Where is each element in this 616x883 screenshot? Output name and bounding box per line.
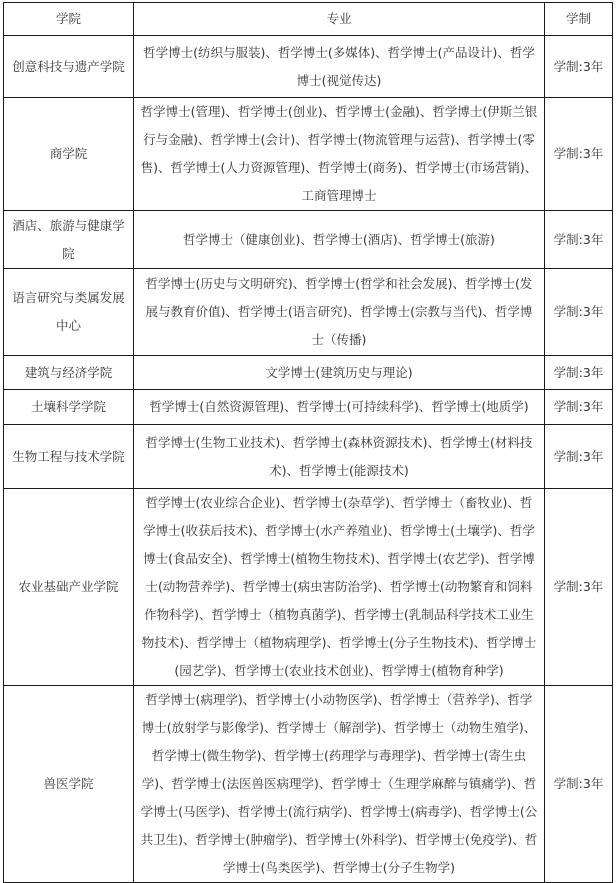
major-cell: 哲学博士(管理)、哲学博士(创业)、哲学博士(金融)、哲学博士(伊斯兰银行与金融)、哲学博士(会计)、哲学博士(物流管理与运营)、哲学博士(零售)、哲学博士(人力资源管理)、哲学博士(商务)、哲学博士(市场营销)、工商管理博士 xyxy=(134,98,545,211)
major-cell: 哲学博士（健康创业)、哲学博士(酒店)、哲学博士(旅游) xyxy=(134,211,545,269)
duration-cell: 学制:3年 xyxy=(545,489,613,686)
major-cell: 哲学博士(纺织与服装)、哲学博士(多媒体)、哲学博士(产品设计)、哲学博士(视觉传达) xyxy=(134,36,545,98)
major-cell: 哲学博士(历史与文明研究)、哲学博士(哲学和社会发展)、哲学博士(发展与教育价值)、哲学博士(语言研究)、哲学博士(宗教与当代)、哲学博士（传播) xyxy=(134,269,545,356)
table-row xyxy=(4,211,613,269)
table-row xyxy=(4,269,613,356)
table-row xyxy=(4,356,613,390)
college-cell: 建筑与经济学院 xyxy=(4,356,134,390)
header-college: 学院 xyxy=(4,3,134,36)
duration-cell: 学制:3年 xyxy=(545,356,613,390)
college-cell: 农业基础产业学院 xyxy=(4,489,134,686)
college-cell: 商学院 xyxy=(4,98,134,211)
duration-cell: 学制:3年 xyxy=(545,686,613,883)
college-cell: 兽医学院 xyxy=(4,686,134,883)
duration-cell: 学制:3年 xyxy=(545,36,613,98)
programs-table xyxy=(3,2,613,883)
major-cell: 哲学博士(农业综合企业)、哲学博士(杂草学)、哲学博士（畜牧业)、哲学博士(收获后技术)、哲学博士(水产养殖业)、哲学博士(土壤学)、哲学博士(食品安全)、哲学博士(植物生物技术)、哲学博士(农艺学)、哲学博士(动物营养学)、哲学博士(病虫害防治学)、哲学博士(动物繁育和饲料作物科学)、哲学博士（植物真菌学)、哲学博士(乳制品科学技术工业生物技术)、哲学博士（植物病理学)、哲学博士(分子生物技术)、哲学博士(园艺学)、哲学博士(农业技术创业)、哲学博士(植物育种学) xyxy=(134,489,545,686)
table-row xyxy=(4,489,613,686)
duration-cell: 学制:3年 xyxy=(545,390,613,425)
table-row xyxy=(4,390,613,425)
major-cell: 哲学博士(病理学)、哲学博士(小动物医学)、哲学博士（营养学)、哲学博士(放射学与影像学)、哲学博士（解剖学)、哲学博士（动物生殖学)、哲学博士(微生物学)、哲学博士(药理学与毒理学)、哲学博士(寄生虫学)、哲学博士(法医兽医病理学)、哲学博士（生理学麻醉与镇痛学)、哲学博士(马医学)、哲学博士(流行病学)、哲学博士(病毒学)、哲学博士(公共卫生)、哲学博士(肿瘤学)、哲学博士(外科学)、哲学博士(免疫学)、哲学博士(鸟类医学)、哲学博士(分子生物学) xyxy=(134,686,545,883)
table-row xyxy=(4,686,613,883)
table-row xyxy=(4,36,613,98)
college-cell: 生物工程与技术学院 xyxy=(4,425,134,489)
major-cell: 哲学博士(生物工业技术)、哲学博士(森林资源技术)、哲学博士(材料技术)、哲学博士(能源技术) xyxy=(134,425,545,489)
duration-cell: 学制:3年 xyxy=(545,98,613,211)
header-row xyxy=(4,3,613,36)
duration-cell: 学制:3年 xyxy=(545,269,613,356)
header-major: 专业 xyxy=(134,3,545,36)
header-duration: 学制 xyxy=(545,3,613,36)
duration-cell: 学制:3年 xyxy=(545,211,613,269)
duration-cell: 学制:3年 xyxy=(545,425,613,489)
college-cell: 土壤科学学院 xyxy=(4,390,134,425)
table-row xyxy=(4,98,613,211)
college-cell: 酒店、旅游与健康学院 xyxy=(4,211,134,269)
table-row xyxy=(4,425,613,489)
major-cell: 文学博士(建筑历史与理论) xyxy=(134,356,545,390)
college-cell: 创意科技与遗产学院 xyxy=(4,36,134,98)
major-cell: 哲学博士(自然资源管理)、哲学博士(可持续科学)、哲学博士(地质学) xyxy=(134,390,545,425)
college-cell: 语言研究与类属发展中心 xyxy=(4,269,134,356)
